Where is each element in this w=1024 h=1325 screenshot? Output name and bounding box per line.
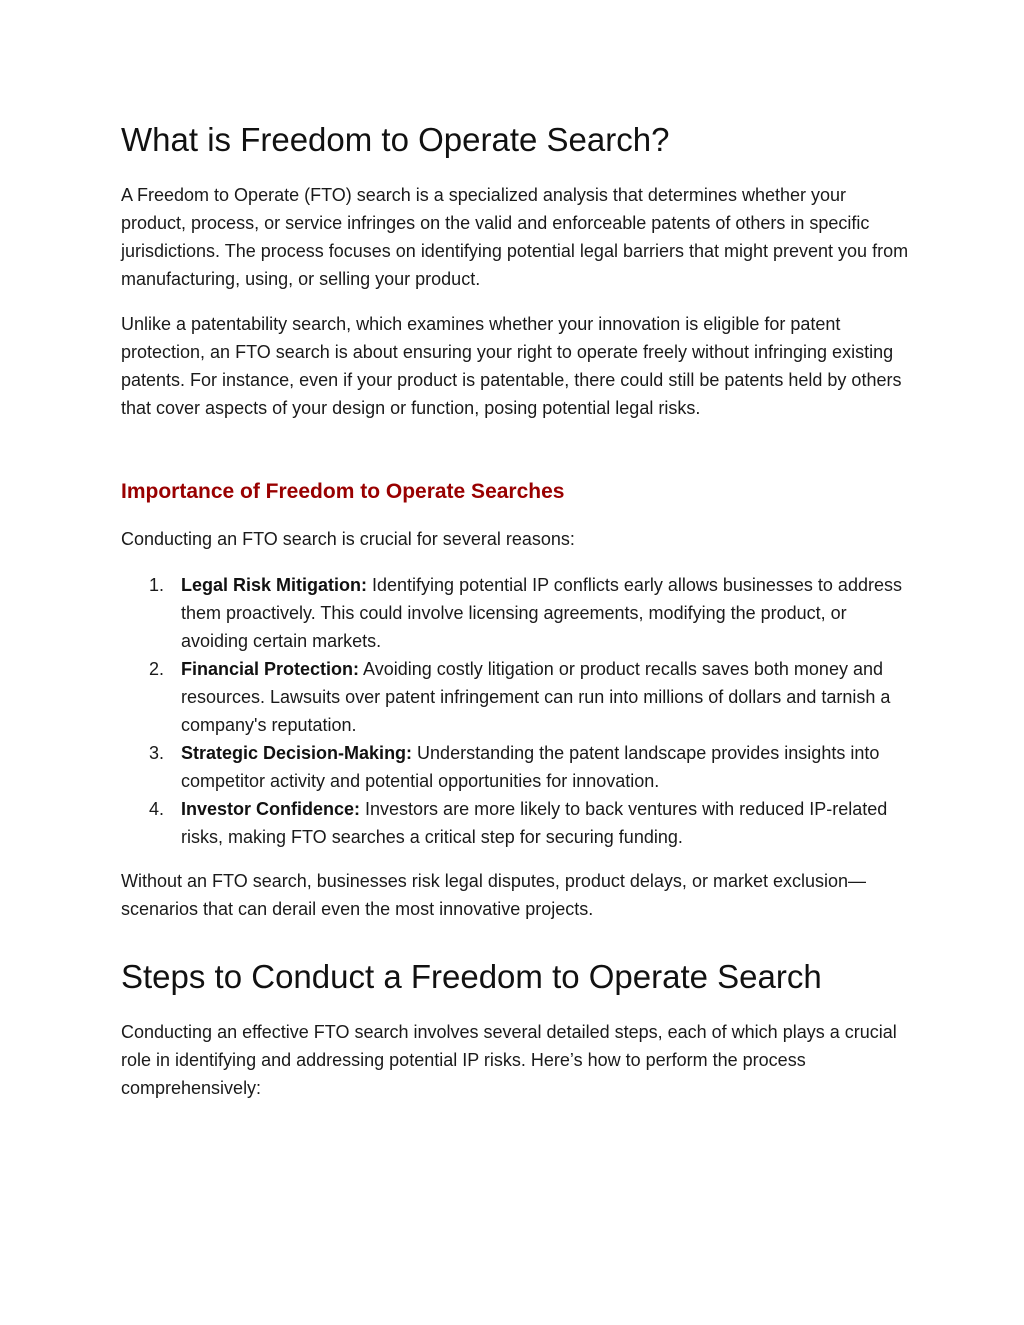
intro-paragraph-1: A Freedom to Operate (FTO) search is a specialized analysis that determines whether your product, process, or service infringes on the valid and enforceable patents of others in specific jurisdictions. The process focuses on identifying potential legal barriers that might prevent you from manufacturing, using, or selling your product. (121, 185, 909, 289)
reason-text: Identifying potential IP conflicts early allows businesses to address them proactively. This could involve licensing agreements, modifying the product, or avoiding certain markets. (181, 575, 902, 651)
list-number: 1. (149, 575, 165, 595)
intro-paragraph-2: Unlike a patentability search, which examines whether your innovation is eligible for patent protection, an FTO search is about ensuring your right to operate freely without infringing existing patents. For instance, even if your product is patentable, there could still be patents held by others that cover aspects of your design or function, posing potential legal risks. (121, 314, 902, 418)
list-item (121, 795, 911, 851)
list-item (121, 739, 911, 795)
reason-text: Investors are more likely to back ventures with reduced IP-related risks, making FTO searches a critical step for securing funding. (181, 799, 888, 847)
importance-heading: Importance of Freedom to Operate Searches (121, 480, 565, 503)
importance-closing: Without an FTO search, businesses risk legal disputes, product delays, or market exclusion—scenarios that can derail even the most innovative projects. (121, 871, 866, 919)
reason-term: Strategic Decision-Making: (181, 743, 413, 763)
steps-heading: Steps to Conduct a Freedom to Operate Search (121, 958, 822, 995)
reason-term: Investor Confidence: (181, 799, 361, 819)
list-number: 4. (149, 799, 165, 819)
reason-text: Avoiding costly litigation or product recalls saves both money and resources. Lawsuits over patent infringement can run into millions of dollars and tarnish a company's reputation. (181, 659, 891, 735)
reason-term: Financial Protection: (181, 659, 360, 679)
reason-term: Legal Risk Mitigation: (181, 575, 368, 595)
list-item (121, 571, 911, 655)
importance-lead-in: Conducting an FTO search is crucial for several reasons: (121, 529, 575, 549)
reason-text: Understanding the patent landscape provides insights into competitor activity and potential opportunities for innovation. (181, 743, 880, 791)
list-number: 2. (149, 659, 165, 679)
reasons-list (121, 571, 911, 851)
list-number: 3. (149, 743, 165, 763)
list-item (121, 655, 911, 739)
page-title: What is Freedom to Operate Search? (121, 121, 670, 158)
steps-intro: Conducting an effective FTO search involves several detailed steps, each of which plays a crucial role in identifying and addressing potential IP risks. Here’s how to perform the process comprehensively: (121, 1022, 897, 1098)
